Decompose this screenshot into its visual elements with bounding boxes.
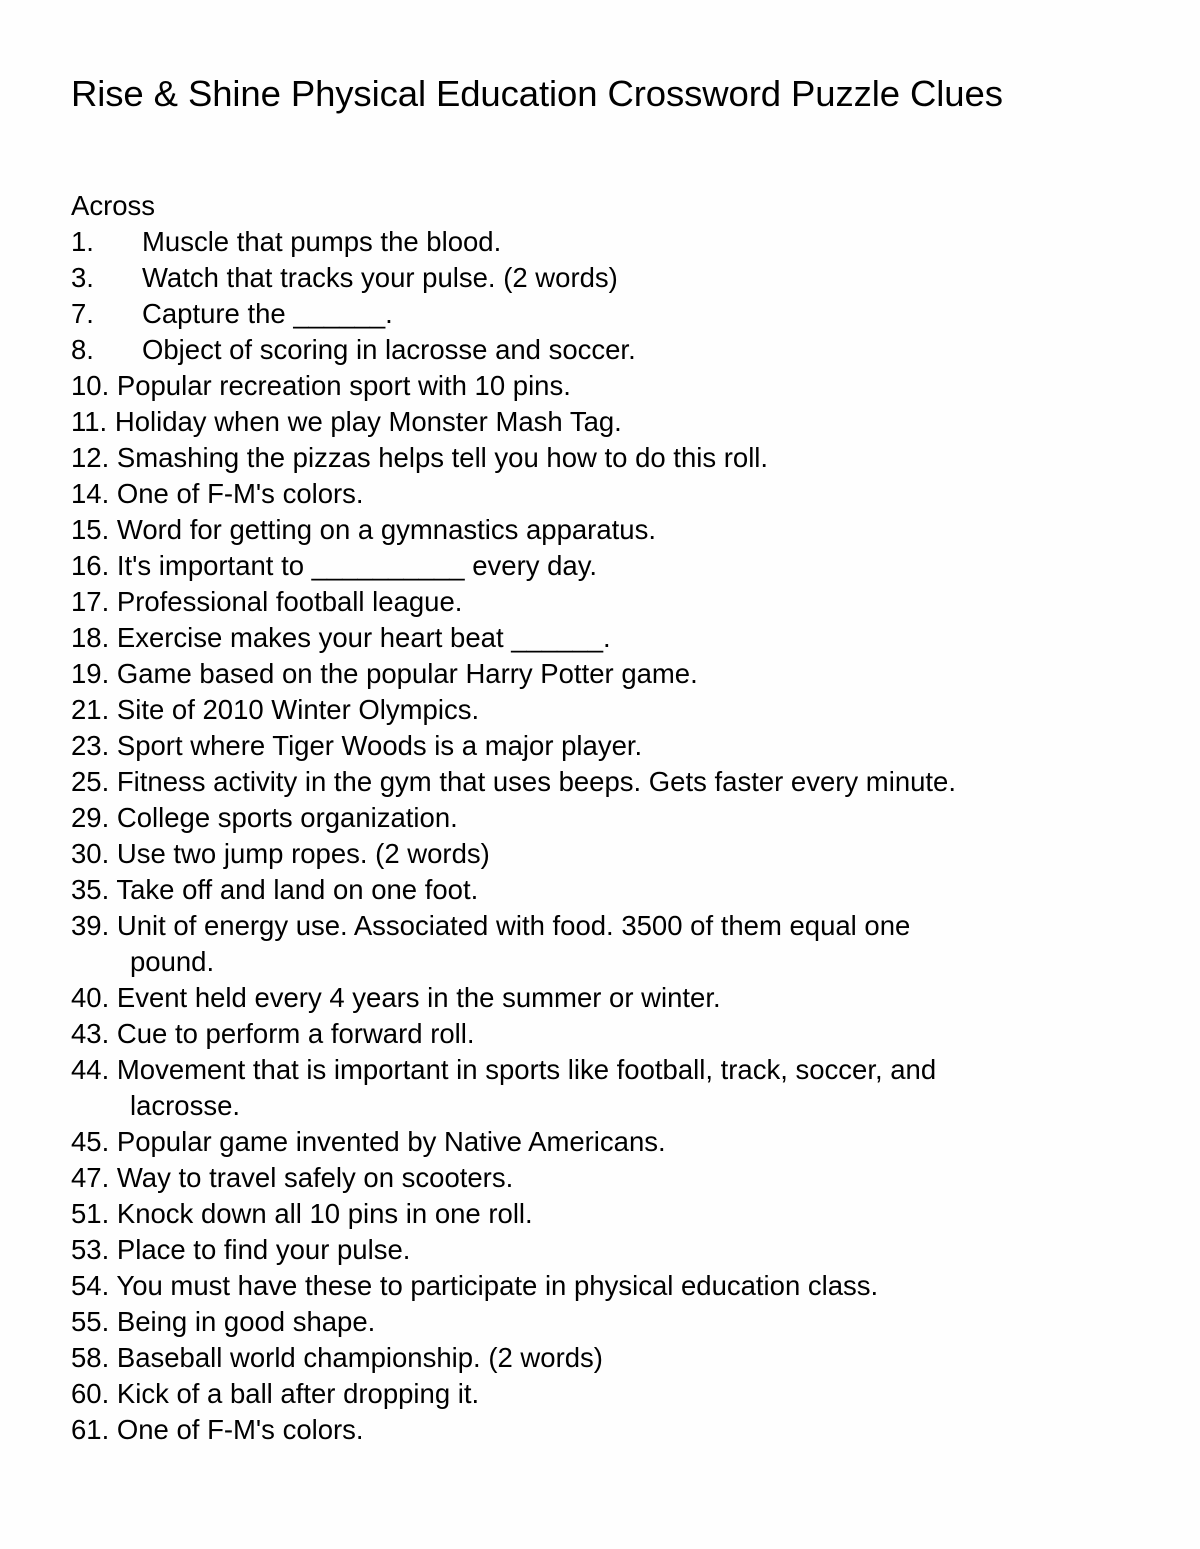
clue-number: 3. [71,262,94,293]
document-title: Rise & Shine Physical Education Crossword Puzzle Clues [71,73,1003,114]
clue-text: Way to travel safely on scooters. [116,1162,514,1193]
clue-number: 47. [71,1162,110,1193]
clue-text: Unit of energy use. Associated with food. 3500 of them equal one [116,910,911,941]
clue-item [71,1016,1171,1052]
clue-number: 45. [71,1126,110,1157]
clue-text: Fitness activity in the gym that uses beeps. Gets faster every minute. [116,766,956,797]
clue-text: Knock down all 10 pins in one roll. [116,1198,533,1229]
clue-text: Use two jump ropes. (2 words) [116,838,490,869]
clue-text: Exercise makes your heart beat ______. [116,622,611,653]
clue-number: 58. [71,1342,110,1373]
clue-item [71,692,1171,728]
clue-item [71,548,1171,584]
clue-item [71,620,1171,656]
clue-item [71,296,1171,332]
clue-number: 12. [71,442,110,473]
clue-text: Site of 2010 Winter Olympics. [116,694,480,725]
clue-item [71,764,1171,800]
clue-text: You must have these to participate in physical education class. [116,1270,879,1301]
clue-text: One of F-M's colors. [116,1414,364,1445]
clue-text: Watch that tracks your pulse. (2 words) [142,262,618,293]
clue-text: Place to find your pulse. [116,1234,411,1265]
clue-number: 8. [71,334,94,365]
clue-text: Event held every 4 years in the summer or winter. [116,982,721,1013]
clue-text-continuation: lacrosse. [130,1090,241,1121]
clue-item [71,980,1171,1016]
clue-text-continuation: pound. [130,946,215,977]
clue-item [71,908,1171,980]
clue-text: Being in good shape. [116,1306,376,1337]
clue-number: 19. [71,658,110,689]
clue-item [71,1376,1171,1412]
clue-item [71,440,1171,476]
clue-text: Word for getting on a gymnastics apparatus. [116,514,656,545]
clue-list-across [71,188,1171,1448]
clue-item [71,332,1171,368]
clue-text: Game based on the popular Harry Potter game. [116,658,698,689]
clue-item [71,800,1171,836]
clue-number: 23. [71,730,110,761]
clue-number: 21. [71,694,110,725]
clue-number: 15. [71,514,110,545]
clue-number: 18. [71,622,110,653]
clue-number: 44. [71,1054,110,1085]
clue-item [71,836,1171,872]
clue-text: Object of scoring in lacrosse and soccer. [142,334,636,365]
clue-item [71,656,1171,692]
clue-item [71,1412,1171,1448]
clue-number: 11. [71,406,108,437]
clue-text: Holiday when we play Monster Mash Tag. [114,406,622,437]
clue-text: Kick of a ball after dropping it. [116,1378,480,1409]
clue-item [71,728,1171,764]
clue-item [71,1232,1171,1268]
clue-item [71,1268,1171,1304]
clue-text: Take off and land on one foot. [116,874,479,905]
clue-number: 53. [71,1234,110,1265]
clue-number: 61. [71,1414,110,1445]
clue-number: 16. [71,550,110,581]
clue-text: Movement that is important in sports like football, track, soccer, and [116,1054,937,1085]
clue-text: One of F-M's colors. [116,478,364,509]
clue-text: Popular recreation sport with 10 pins. [116,370,571,401]
clue-item [71,476,1171,512]
clue-number: 35. [71,874,110,905]
clue-item [71,260,1171,296]
clue-item [71,1196,1171,1232]
clue-number: 55. [71,1306,110,1337]
clue-number: 39. [71,910,110,941]
clue-item [71,584,1171,620]
clue-item [71,1124,1171,1160]
clue-number: 30. [71,838,110,869]
clue-number: 7. [71,298,94,329]
clue-text: Sport where Tiger Woods is a major player. [116,730,643,761]
clue-text: College sports organization. [116,802,458,833]
clue-item [71,224,1171,260]
clue-number: 17. [71,586,110,617]
clue-item [71,1052,1171,1124]
clue-text: Professional football league. [116,586,463,617]
clue-item [71,1304,1171,1340]
clue-text: Capture the ______. [142,298,393,329]
clue-number: 29. [71,802,110,833]
clue-number: 25. [71,766,110,797]
clue-item [71,368,1171,404]
clue-number: 51. [71,1198,110,1229]
clue-number: 40. [71,982,110,1013]
clue-text: Popular game invented by Native Americans. [116,1126,666,1157]
clue-text: Cue to perform a forward roll. [116,1018,475,1049]
clue-text: Muscle that pumps the blood. [142,226,502,257]
clue-number: 1. [71,226,94,257]
section-heading-across: Across [71,190,156,221]
clue-number: 54. [71,1270,110,1301]
clue-item [71,1340,1171,1376]
clue-number: 60. [71,1378,110,1409]
clue-number: 43. [71,1018,110,1049]
clue-item [71,512,1171,548]
clue-item [71,872,1171,908]
clue-number: 14. [71,478,110,509]
clue-number: 10. [71,370,110,401]
clue-item [71,404,1171,440]
clue-text: Baseball world championship. (2 words) [116,1342,603,1373]
clue-text: Smashing the pizzas helps tell you how to do this roll. [116,442,769,473]
clue-item [71,1160,1171,1196]
clue-text: It's important to __________ every day. [116,550,598,581]
